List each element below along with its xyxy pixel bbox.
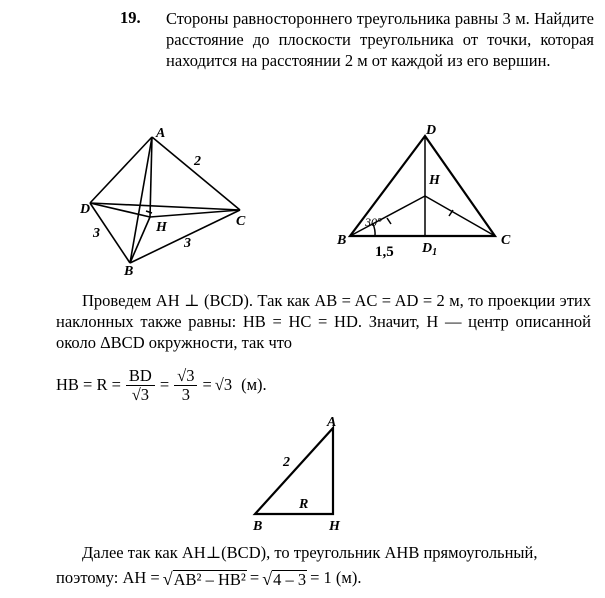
formula-fraction-1	[126, 367, 155, 404]
formula-unit: (м).	[241, 375, 267, 394]
formula-result: √3	[214, 375, 233, 394]
fig3-label-a: A	[327, 415, 337, 430]
fig1-label-d: D	[80, 202, 91, 217]
ah-eq: =	[249, 568, 260, 587]
fig3-label-r: R	[299, 497, 309, 512]
solution-paragraph-1: Проведем AH ⊥ (BCD). Так как AB = AC = AD = 2 м, то проекции этих наклонных также равны: HB = HC = HD. Значит, H — центр описанной около ΔBCD окружности, так что	[56, 291, 591, 352]
formula-fraction-2	[174, 367, 197, 404]
fig3-label-b: B	[253, 519, 263, 534]
fig2-label-b: B	[337, 233, 347, 248]
formula-radius	[56, 360, 267, 410]
formula-ah	[56, 568, 361, 588]
formula-eq-1: =	[159, 375, 170, 394]
fig3-label-h: H	[329, 519, 340, 534]
sqrt-1: √ AB² – HB²	[162, 569, 246, 589]
fig2-label-h: H	[429, 173, 440, 188]
ah-result: = 1 (м).	[310, 568, 362, 587]
fig1-edge-db: 3	[93, 226, 100, 241]
figure-base-triangle	[335, 122, 520, 267]
sqrt-2-radicand: 4 – 3	[273, 570, 307, 589]
fig2-label-d: D	[426, 123, 437, 138]
fig1-label-b: B	[124, 264, 134, 279]
fig2-label-d1: $D_1$	[422, 241, 438, 258]
fig1-edge-ac: 2	[194, 154, 201, 169]
ah-prefix: поэтому: AH =	[56, 568, 160, 587]
problem-text: Стороны равностороннего треугольника равны 3 м. Найдите расстояние до плоскости треугольника от точки, которая находится на расстоянии 2 м от каждой из его вершин.	[166, 9, 594, 70]
solution-paragraph-2: Далее так как AH⊥(BCD), то треугольник AHB прямоугольный,	[82, 543, 538, 562]
fig1-label-a: A	[156, 126, 166, 141]
fig3-hyp: 2	[283, 455, 290, 470]
figure-right-triangle	[245, 412, 360, 537]
fig2-angle: 30°	[365, 215, 382, 229]
fraction-1-numerator: BD	[126, 367, 155, 386]
formula-eq-2: =	[202, 375, 212, 394]
fig2-label-c: C	[501, 233, 511, 248]
formula-lhs: HB = R =	[56, 375, 121, 394]
problem-number: 19.	[120, 8, 141, 27]
fraction-2-denominator: 3	[181, 384, 190, 404]
fig1-label-c: C	[236, 214, 246, 229]
fig1-label-h: H	[156, 220, 167, 235]
sqrt-1-radicand: AB² – HB²	[173, 570, 246, 589]
fig2-half-side: 1,5	[375, 244, 394, 260]
figure-pyramid	[80, 125, 260, 280]
fraction-1-denominator: √3	[131, 384, 150, 404]
fraction-2-numerator: √3	[174, 367, 197, 386]
fig1-edge-bc: 3	[184, 236, 191, 251]
sqrt-2: √ 4 – 3	[262, 569, 307, 589]
